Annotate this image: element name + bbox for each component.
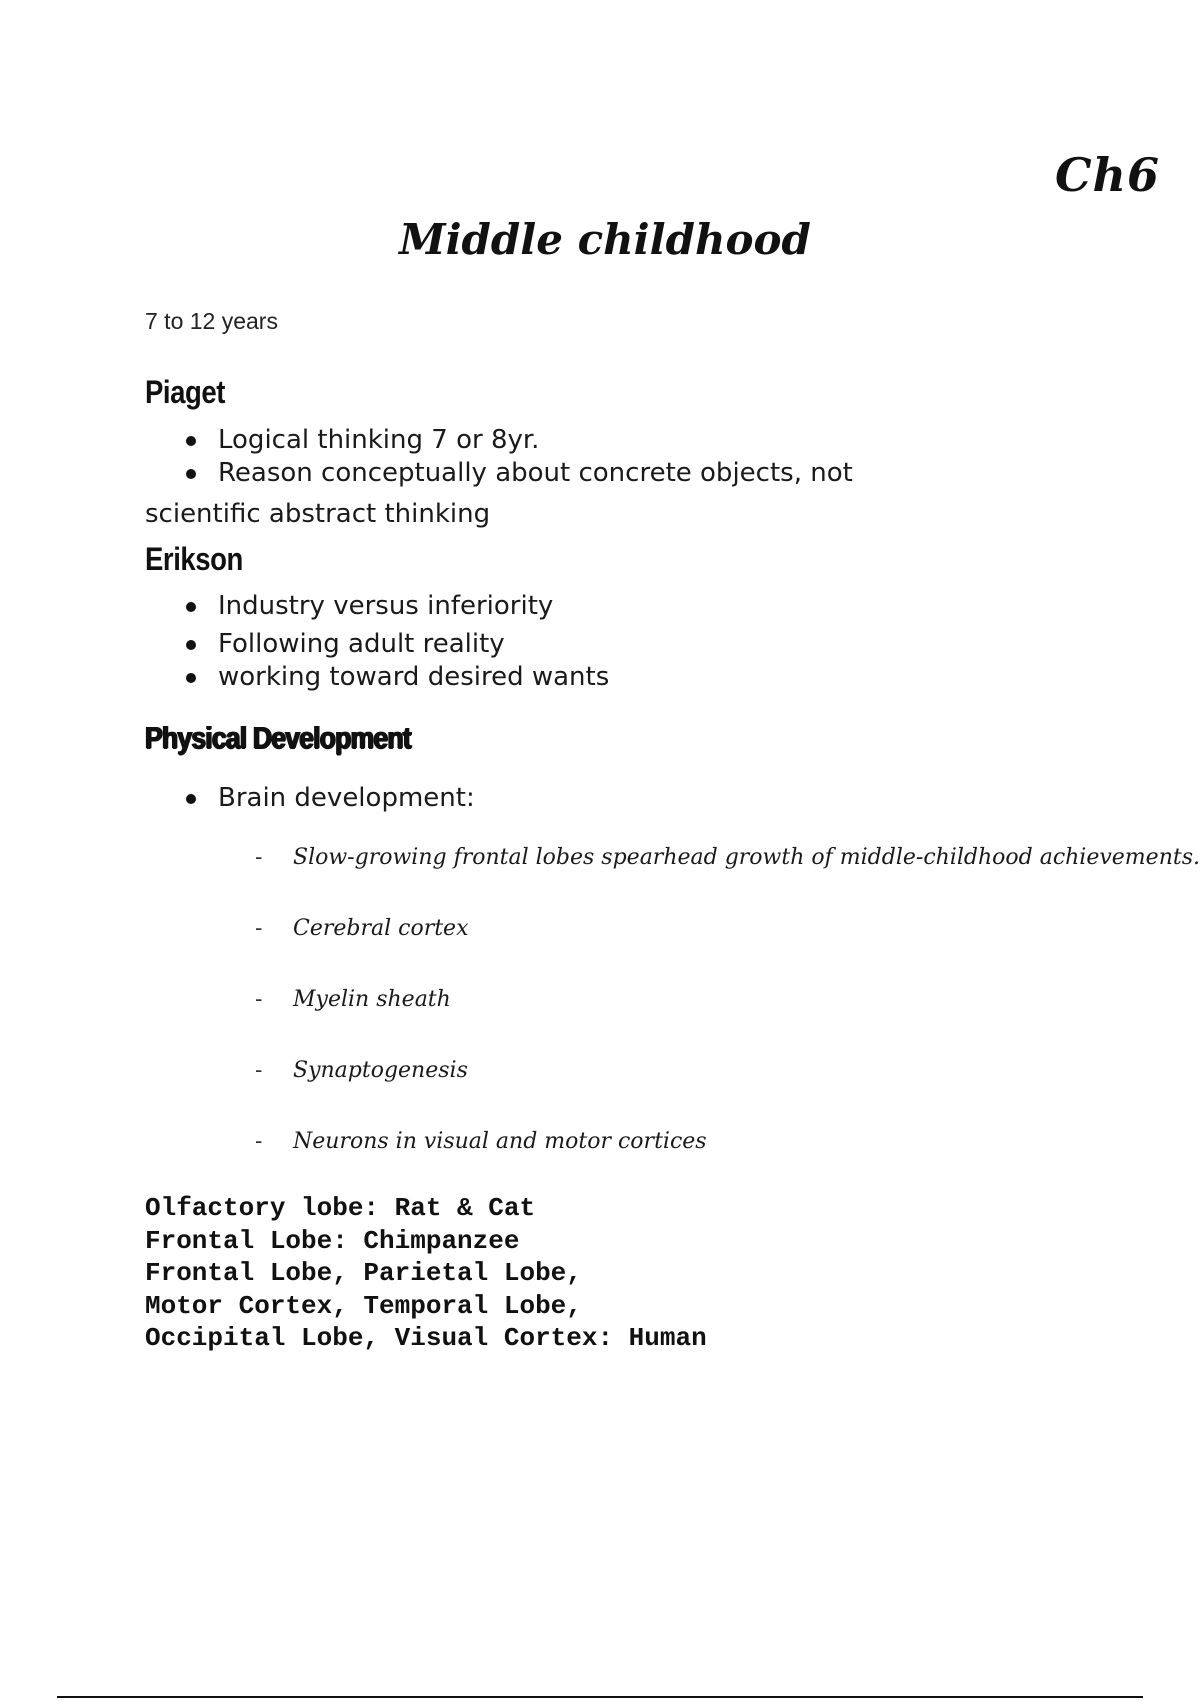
mono-line: Frontal Lobe: Chimpanzee — [145, 1225, 520, 1256]
mono-line: Frontal Lobe, Parietal Lobe, — [145, 1258, 582, 1288]
heading-piaget: Piaget — [145, 374, 226, 410]
brain-lobes-comparison — [145, 1192, 707, 1355]
list-item: Following adult reality — [180, 628, 609, 661]
sub-list-item-text: Slow-growing frontal lobes spearhead growth of middle-childhood achievements. — [293, 845, 1200, 870]
list-item: Logical thinking 7 or 8yr. — [180, 424, 853, 457]
erikson-bullet-list — [180, 590, 609, 694]
list-item: Industry versus inferiority — [180, 590, 609, 623]
dash-marker: - — [255, 1058, 263, 1083]
sub-list-item — [255, 987, 1200, 1058]
dash-marker: - — [255, 916, 263, 941]
mono-line: Occipital Lobe, Visual Cortex: Human — [145, 1323, 707, 1353]
list-item: Brain development: — [180, 782, 475, 815]
brain-development-sublist — [255, 845, 1200, 1200]
physical-bullet-list — [180, 782, 475, 815]
chapter-label: Ch6 — [1054, 148, 1160, 202]
sub-list-item — [255, 1058, 1200, 1129]
age-range: 7 to 12 years — [145, 308, 278, 334]
heading-physical-development: Physical Development — [145, 720, 411, 755]
sub-list-item — [255, 916, 1200, 987]
dash-marker: - — [255, 1129, 263, 1154]
sub-list-item-text: Neurons in visual and motor cortices — [293, 1129, 707, 1154]
heading-erikson: Erikson — [145, 541, 243, 577]
sub-list-item — [255, 1129, 1200, 1200]
sub-list-item-text: Myelin sheath — [293, 987, 451, 1012]
piaget-continuation: scientific abstract thinking — [145, 499, 491, 529]
sub-list-item — [255, 845, 1200, 916]
page-title: Middle childhood — [399, 215, 811, 264]
bottom-divider — [57, 1696, 1143, 1698]
mono-line: Motor Cortex, Temporal Lobe, — [145, 1290, 582, 1321]
dash-marker: - — [255, 845, 263, 870]
dash-marker: - — [255, 987, 263, 1012]
mono-line: Olfactory lobe: Rat & Cat — [145, 1193, 536, 1223]
sub-list-item-text: Cerebral cortex — [293, 916, 469, 941]
list-item: working toward desired wants — [180, 661, 609, 694]
piaget-bullet-list — [180, 424, 853, 490]
list-item: Reason conceptually about concrete objects, not — [180, 457, 853, 490]
sub-list-item-text: Synaptogenesis — [293, 1058, 468, 1083]
